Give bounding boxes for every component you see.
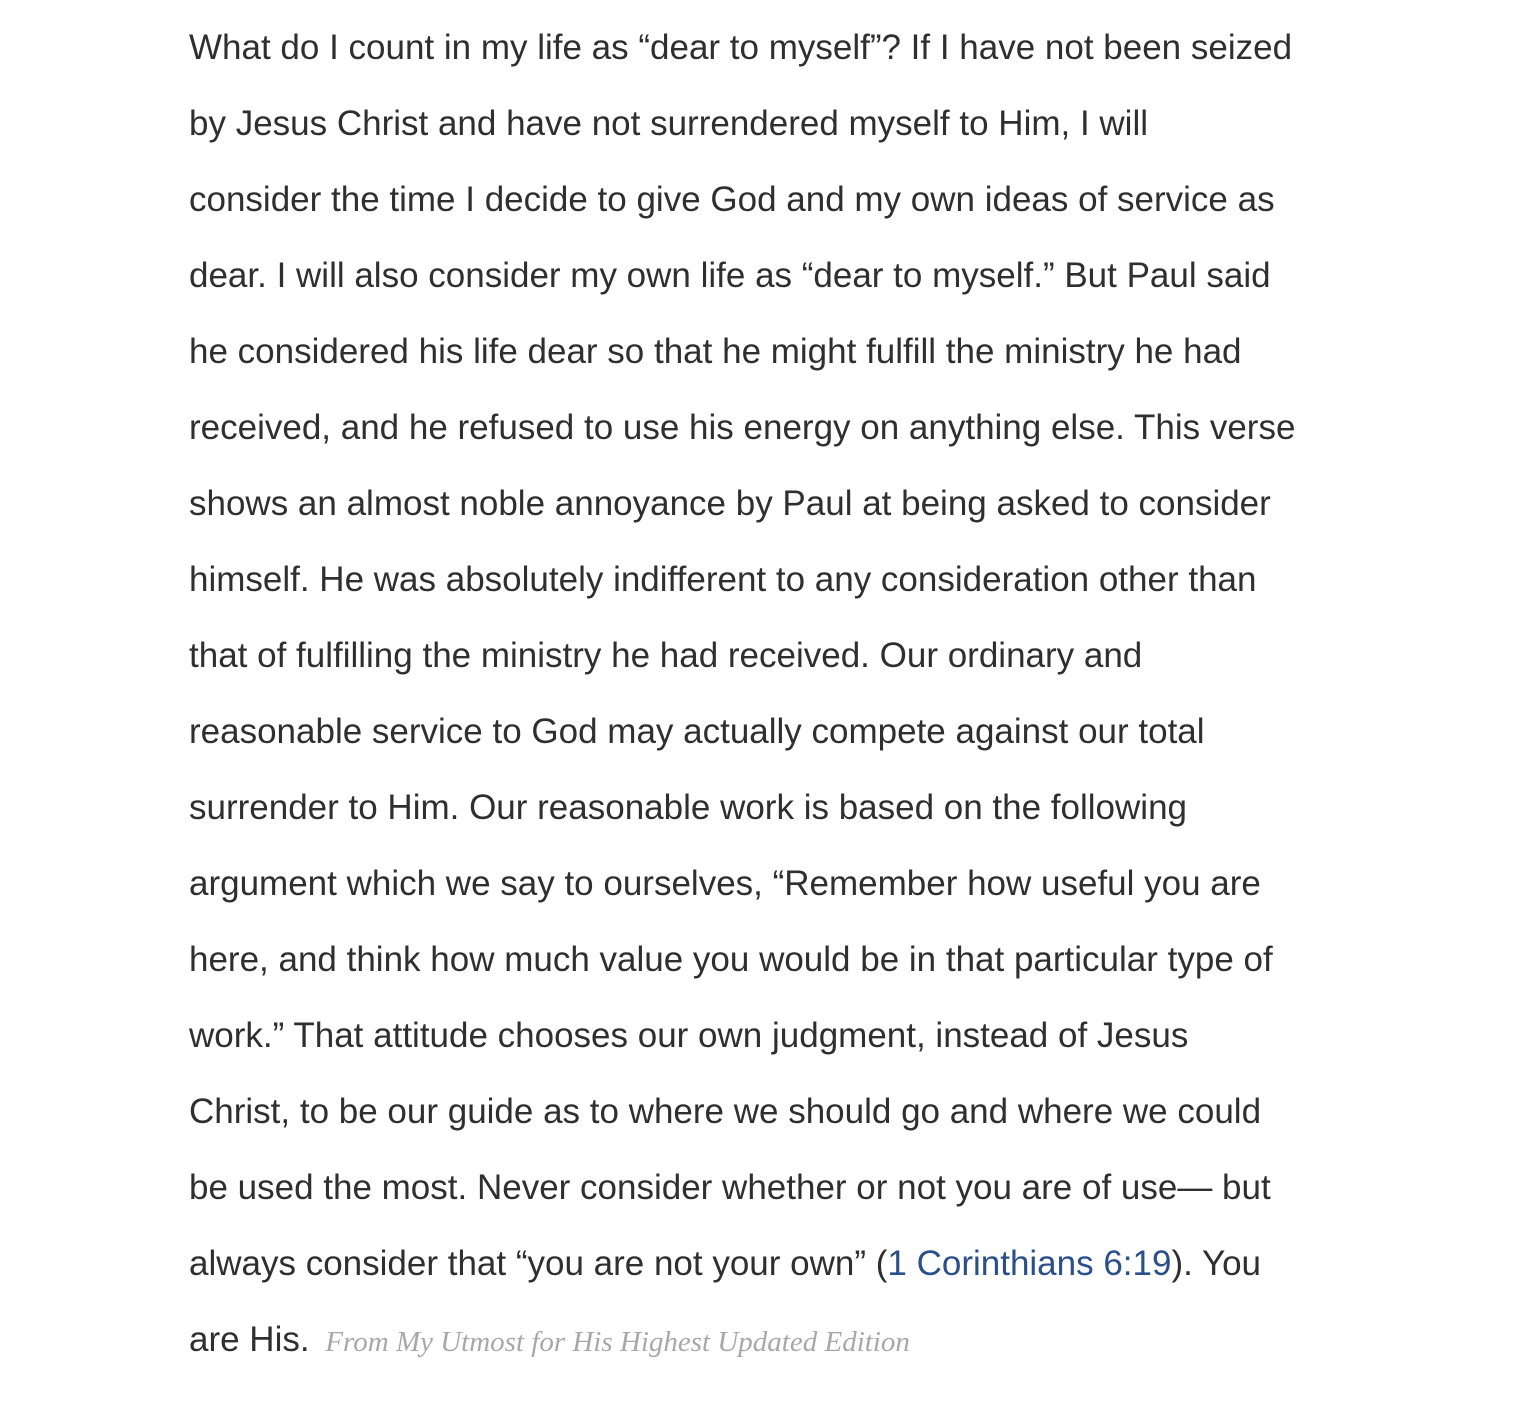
article-line: work.” That attitude chooses our own judgment, instead of Jesus xyxy=(189,1016,1189,1055)
devotional-article xyxy=(189,10,1351,1378)
line-text-before-link: always consider that “you are not your own” ( xyxy=(189,1244,888,1283)
article-final-line xyxy=(189,1302,1351,1378)
article-line: he considered his life dear so that he might fulfill the ministry he had xyxy=(189,332,1242,371)
article-line: reasonable service to God may actually compete against our total xyxy=(189,712,1205,751)
article-line-with-reference xyxy=(189,1226,1351,1302)
article-line: be used the most. Never consider whether or not you are of use— but xyxy=(189,1168,1271,1207)
article-line: argument which we say to ourselves, “Remember how useful you are xyxy=(189,864,1261,903)
article-line: by Jesus Christ and have not surrendered myself to Him, I will xyxy=(189,104,1148,143)
article-line: dear. I will also consider my own life as “dear to myself.” But Paul said xyxy=(189,256,1271,295)
line-text-after-link: ). You xyxy=(1171,1244,1262,1283)
article-line: himself. He was absolutely indifferent to any consideration other than xyxy=(189,560,1257,599)
source-attribution: From My Utmost for His Highest Updated Edition xyxy=(325,1326,910,1358)
article-line: here, and think how much value you would be in that particular type of xyxy=(189,940,1273,979)
article-line: that of fulfilling the ministry he had received. Our ordinary and xyxy=(189,636,1143,675)
article-line: What do I count in my life as “dear to myself”? If I have not been seized xyxy=(189,28,1293,67)
article-line: surrender to Him. Our reasonable work is based on the following xyxy=(189,788,1187,827)
article-line: received, and he refused to use his energy on anything else. This verse xyxy=(189,408,1296,447)
article-line: Christ, to be our guide as to where we should go and where we could xyxy=(189,1092,1262,1131)
scripture-reference-link[interactable]: 1 Corinthians 6:19 xyxy=(887,1244,1172,1283)
closing-text: are His. xyxy=(189,1320,310,1359)
article-line: shows an almost noble annoyance by Paul at being asked to consider xyxy=(189,484,1271,523)
article-line: consider the time I decide to give God and my own ideas of service as xyxy=(189,180,1275,219)
